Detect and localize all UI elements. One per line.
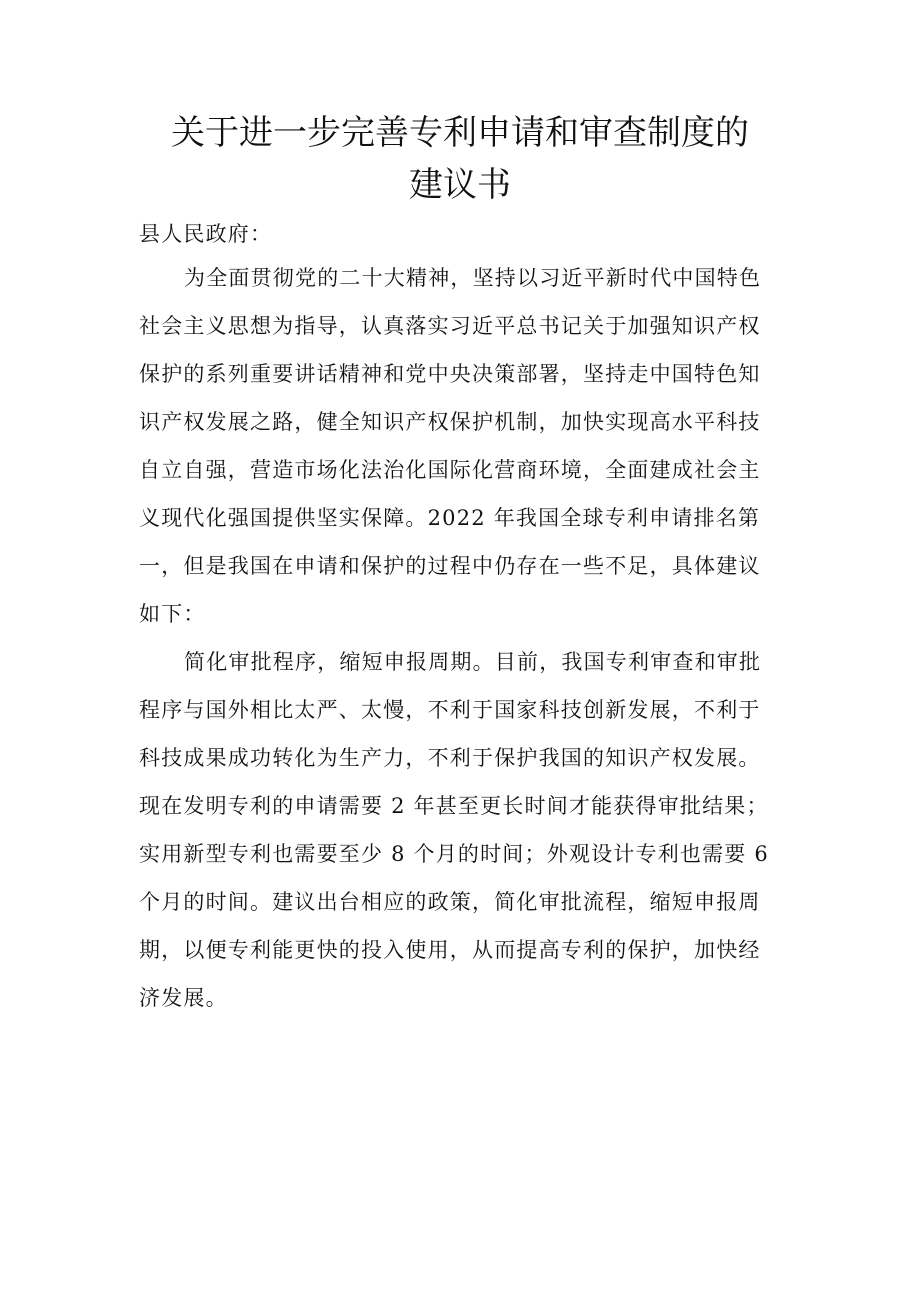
- paragraph-1-line: 如下：: [139, 602, 206, 626]
- paragraph-1-line: 为全面贯彻党的二十大精神，坚持以习近平新时代中国特色: [184, 266, 762, 290]
- paragraph-1-line: 识产权发展之路，健全知识产权保护机制，加快实现高水平科技: [139, 410, 761, 434]
- paragraph-2-line: 济发展。: [139, 986, 228, 1010]
- paragraph-1-line: 保护的系列重要讲话精神和党中央决策部署，坚持走中国特色知: [139, 362, 761, 386]
- paragraph-2-line: 期，以便专利能更快的投入使用，从而提高专利的保护，加快经: [139, 938, 761, 962]
- paragraph-1-line: 社会主义思想为指导，认真落实习近平总书记关于加强知识产权: [139, 314, 761, 338]
- paragraph-1-line: 义现代化强国提供坚实保障。2022 年我国全球专利申请排名第: [139, 506, 761, 530]
- paragraph-2-line: 科技成果成功转化为生产力，不利于保护我国的知识产权发展。: [139, 746, 761, 770]
- document-title-line-2: 建议书: [409, 165, 511, 205]
- paragraph-1-line: 自立自强，营造市场化法治化国际化营商环境，全面建成社会主: [139, 458, 761, 482]
- paragraph-2-line: 简化审批程序，缩短申报周期。目前，我国专利审查和审批: [184, 650, 762, 674]
- paragraph-2-line: 现在发明专利的申请需要 2 年甚至更长时间才能获得审批结果；: [139, 794, 769, 818]
- paragraph-2-line: 程序与国外相比太严、太慢，不利于国家科技创新发展，不利于: [139, 698, 761, 722]
- paragraph-1-line: 一，但是我国在申请和保护的过程中仍存在一些不足，具体建议: [139, 554, 761, 578]
- paragraph-2-line: 实用新型专利也需要至少 8 个月的时间；外观设计专利也需要 6: [139, 842, 769, 866]
- paragraph-2-line: 个月的时间。建议出台相应的政策，简化审批流程，缩短申报周: [139, 890, 761, 914]
- salutation: 县人民政府：: [139, 222, 273, 246]
- document-title-line-1: 关于进一步完善专利申请和审查制度的: [171, 113, 749, 153]
